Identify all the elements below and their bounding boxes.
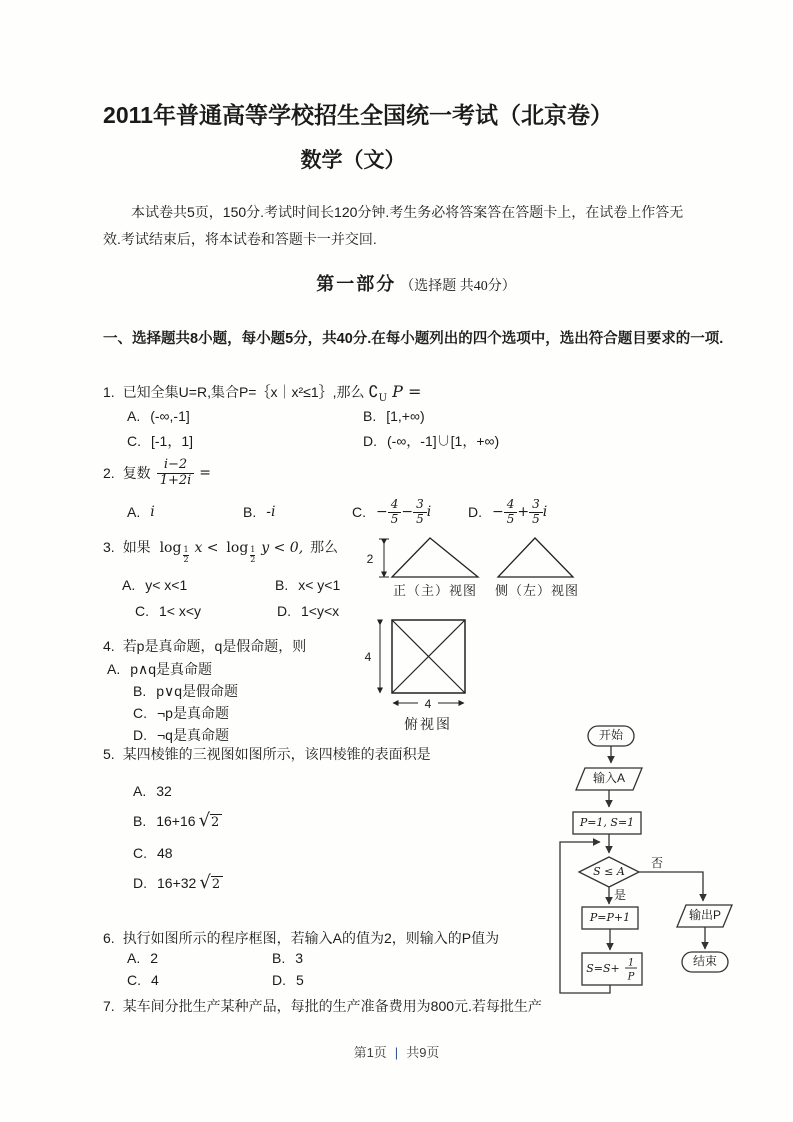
fraction <box>413 498 427 527</box>
fraction-denominator: 5 <box>413 512 427 527</box>
program-flowchart <box>545 718 745 998</box>
option-label: A. <box>127 504 141 520</box>
option-text: p∧q是真命题 <box>130 661 213 677</box>
footer-page-number: 第1页 <box>353 1045 387 1060</box>
q2-option-b <box>243 494 275 530</box>
q3-option-d <box>277 603 339 619</box>
question-1-text: 已知全集U=R,集合P=｛x｜x²≤1｝,那么 <box>122 384 365 400</box>
q1-option-a <box>127 408 190 424</box>
option-text: 1<y<x <box>301 603 340 619</box>
question-2-stem <box>103 453 211 493</box>
question-7-number: 7. <box>103 998 115 1014</box>
option-label: B. <box>275 577 289 593</box>
option-label: D. <box>468 504 482 520</box>
q1-option-d <box>363 431 499 451</box>
q6-option-b <box>272 950 303 966</box>
log-base-fraction <box>250 546 255 565</box>
q4-option-b <box>133 681 238 701</box>
question-7-text: 某车间分批生产某种产品，每批的生产准备费用为800元.若每批生产 <box>122 998 542 1014</box>
complement-subscript: U <box>378 393 388 405</box>
section-heading-main: 第一部分 <box>316 274 397 294</box>
radicand: 2 <box>210 814 222 830</box>
question-2-text: 复数 <box>122 465 151 481</box>
q3-option-a <box>122 577 187 593</box>
option-text: 16+16 <box>156 812 196 829</box>
question-3-number: 3. <box>103 539 115 555</box>
choice-instruction: 一、选择题共8小题，每小题5分，共40分.在每小题列出的四个选项中，选出符合题目要求的一项. <box>103 331 724 347</box>
section-heading <box>116 270 716 296</box>
complement-symbol: ∁ <box>368 382 379 401</box>
option-text: p∨q是假命题 <box>156 683 239 699</box>
radical-sign: √ <box>198 810 211 831</box>
fraction-denominator: 5 <box>504 512 518 527</box>
branch-no-label: 否 <box>650 856 664 871</box>
option-text: 5 <box>296 972 304 988</box>
q6-option-d <box>272 972 304 988</box>
fraction-denominator: 5 <box>388 512 402 527</box>
question-3-text: 如果 <box>122 539 151 555</box>
option-label: A. <box>133 783 147 799</box>
fraction-denominator: 2 <box>250 555 256 564</box>
option-label: B. <box>363 408 377 424</box>
q5-option-d <box>133 872 223 893</box>
fraction-numerator: 4 <box>390 496 399 511</box>
input-label: 输入A <box>592 771 626 786</box>
option-text: ¬p是真命题 <box>157 705 229 721</box>
option-label: C. <box>133 705 147 721</box>
option-text: i <box>150 504 155 520</box>
equals-sign: = <box>407 382 422 401</box>
init-label: P=1, S=1 <box>579 816 635 829</box>
radical-sign: √ <box>199 872 211 893</box>
q1-option-b <box>363 408 425 424</box>
q4-option-c <box>133 703 229 723</box>
fraction-numerator: 1 <box>250 545 256 555</box>
complex-fraction <box>157 458 195 489</box>
q3-option-b <box>275 577 340 593</box>
log-symbol: log <box>226 540 249 556</box>
option-label: D. <box>277 603 291 619</box>
three-views-figure <box>360 532 595 737</box>
question-1-stem <box>103 382 421 404</box>
fraction-numerator: 4 <box>506 496 515 511</box>
fraction-denominator: 1+2i <box>157 473 195 489</box>
square-root <box>199 872 223 893</box>
question-7-stem <box>103 996 542 1016</box>
start-label: 开始 <box>598 728 624 743</box>
option-label: C. <box>352 504 366 520</box>
log-symbol: log <box>159 540 182 556</box>
side-view-triangle <box>498 538 573 577</box>
condition-label: S ≤ A <box>593 865 625 878</box>
option-text: y< x<1 <box>145 577 188 593</box>
step2-fraction-denominator: P <box>627 971 635 983</box>
option-label: A. <box>127 950 141 966</box>
q5-option-a <box>133 783 172 799</box>
option-text: 4 <box>151 972 159 988</box>
option-label: B. <box>272 950 286 966</box>
question-5-stem <box>103 744 431 764</box>
q4-option-d <box>133 725 229 745</box>
front-view-label: 正（主）视图 <box>392 583 478 598</box>
option-text: [-1，1] <box>151 433 194 449</box>
front-view-height-dim: 2 <box>366 552 374 566</box>
option-label: B. <box>133 812 147 829</box>
option-text: x< y<1 <box>298 577 341 593</box>
imaginary-unit: i <box>542 504 548 520</box>
fraction-numerator: 3 <box>532 496 540 511</box>
q5-option-c <box>133 845 173 861</box>
top-view-label: 俯视图 <box>404 716 452 732</box>
option-text: 2 <box>150 950 159 966</box>
minus-sign: − <box>492 504 504 520</box>
option-label: C. <box>127 433 141 449</box>
question-4-text: 若p是真命题，q是假命题，则 <box>122 638 307 654</box>
fraction <box>504 498 518 527</box>
exam-intro-paragraph: 本试卷共5页，150分.考试时间长120分钟.考生务必将答案答在答题卡上，在试卷上作答无效.考试结束后，将本试卷和答题卡一并交回. <box>103 204 684 247</box>
section-heading-sub: （选择题 共40分） <box>400 279 516 294</box>
option-text: ¬q是真命题 <box>157 727 229 743</box>
option-label: B. <box>133 683 147 699</box>
inequality-text: x < <box>194 540 219 556</box>
option-text: (-∞,-1] <box>150 408 190 424</box>
square-root <box>199 810 223 831</box>
question-6-number: 6. <box>103 930 115 946</box>
radicand: 2 <box>211 876 223 892</box>
step1-label: P=P+1 <box>589 911 631 924</box>
q2-option-a <box>127 494 155 530</box>
question-4-stem <box>103 636 306 656</box>
question-3-text-tail: 那么 <box>310 539 339 555</box>
fraction <box>388 498 402 527</box>
branch-yes-label: 是 <box>613 888 627 903</box>
operator: − <box>401 504 414 520</box>
log-base-fraction <box>183 546 188 565</box>
option-text: 3 <box>295 950 304 966</box>
fraction-denominator: 5 <box>529 512 543 527</box>
q2-option-d <box>468 494 547 530</box>
page-subtitle: 数学（文） <box>300 149 406 172</box>
question-4-number: 4. <box>103 638 115 654</box>
output-label: 输出P <box>688 908 722 923</box>
side-view-label: 侧（左）视图 <box>494 583 580 598</box>
option-text: 32 <box>156 783 172 799</box>
option-label: D. <box>272 972 286 988</box>
option-label: B. <box>243 504 257 520</box>
fraction-denominator: 2 <box>183 555 189 564</box>
q2-option-c <box>352 494 431 530</box>
end-label: 结束 <box>692 954 718 969</box>
option-label: A. <box>127 408 141 424</box>
q3-option-c <box>135 603 201 619</box>
fraction <box>529 498 543 527</box>
minus-sign: − <box>376 504 388 520</box>
q4-option-a <box>107 659 212 679</box>
option-text: 48 <box>157 845 173 861</box>
question-6-text: 执行如图所示的程序框图，若输入A的值为2，则输入的P值为 <box>122 930 500 946</box>
step2-fraction-numerator: 1 <box>627 957 635 969</box>
flow-branch-no <box>639 872 703 901</box>
q6-option-a <box>127 950 158 966</box>
question-6-stem <box>103 928 499 948</box>
fraction-numerator: 3 <box>416 496 424 511</box>
complement-notation <box>368 382 422 405</box>
imaginary-unit: i <box>426 504 432 520</box>
question-5-number: 5. <box>103 746 115 762</box>
q5-option-b <box>133 810 222 831</box>
question-5-text: 某四棱锥的三视图如图所示，该四棱锥的表面积是 <box>122 746 431 762</box>
option-text: -i <box>266 504 276 520</box>
question-2-number: 2. <box>103 465 115 481</box>
option-text: 16+32 <box>157 874 197 891</box>
option-text: 1< x<y <box>159 603 202 619</box>
option-label: C. <box>133 845 147 861</box>
option-text: (-∞，-1]∪[1，+∞) <box>387 433 500 449</box>
question-1-number: 1. <box>103 384 115 400</box>
set-symbol: P <box>392 382 403 401</box>
fraction-numerator: 1 <box>183 545 189 555</box>
option-label: C. <box>135 603 149 619</box>
option-label: A. <box>107 661 121 677</box>
front-view-triangle <box>392 538 478 577</box>
option-text: [1,+∞) <box>386 408 425 424</box>
question-3-stem <box>103 537 338 565</box>
option-label: D. <box>133 874 147 891</box>
option-label: D. <box>133 727 147 743</box>
option-label: C. <box>127 972 141 988</box>
operator: + <box>517 504 530 520</box>
fraction-numerator: i−2 <box>163 456 188 472</box>
inequality-text: y < 0, <box>261 540 304 556</box>
footer-separator: | <box>394 1045 399 1060</box>
equals-sign: = <box>199 465 212 481</box>
top-view-bottom-dim: 4 <box>424 697 432 711</box>
q6-option-c <box>127 972 159 988</box>
q1-option-c <box>127 431 193 451</box>
option-label: A. <box>122 577 136 593</box>
footer-total-pages: 共9页 <box>406 1045 440 1060</box>
top-view-side-dim: 4 <box>364 650 372 664</box>
page-title: 2011年普通高等学校招生全国统一考试（北京卷） <box>103 102 613 128</box>
option-label: D. <box>363 433 377 449</box>
step2-label: S=S+ <box>586 962 620 975</box>
page-footer <box>0 1042 793 1061</box>
